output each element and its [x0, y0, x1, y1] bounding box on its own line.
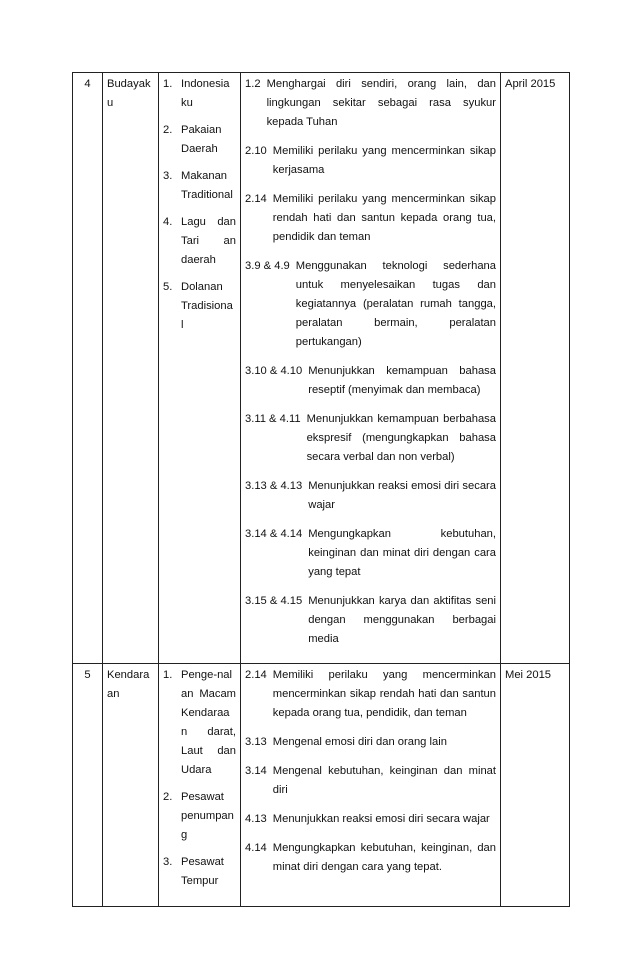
subtheme-number: 2. — [163, 124, 173, 136]
competency-list — [245, 75, 496, 649]
competency-line — [245, 592, 496, 649]
competency-item — [245, 666, 496, 723]
competency-item — [245, 75, 496, 132]
subtheme-cell — [159, 664, 241, 907]
competency-text: Menunjukkan kemampuan bahasa reseptif (menyimak dan membaca) — [308, 365, 496, 396]
curriculum-table — [72, 72, 570, 907]
subtheme-item — [163, 666, 236, 780]
competency-line — [245, 525, 496, 582]
competency-item — [245, 733, 496, 752]
table-row — [73, 73, 570, 664]
subtheme-text: Indonesia ku — [181, 78, 230, 109]
competency-code: 3.14 & 4.14 — [245, 528, 303, 540]
competency-text: Menunjukkan karya dan aktifitas seni dengan menggunakan berbagai media — [308, 595, 496, 645]
subtheme-number: 1. — [163, 669, 173, 681]
competency-item — [245, 257, 496, 352]
competency-line — [245, 190, 496, 247]
competency-text: Menunjukkan reaksi emosi diri secara wajar — [272, 813, 490, 825]
competency-code: 3.14 — [245, 765, 267, 777]
time-cell: Mei 2015 — [501, 664, 570, 907]
table-row — [73, 664, 570, 907]
competency-item — [245, 190, 496, 247]
competency-item — [245, 362, 496, 400]
competency-item — [245, 762, 496, 800]
competency-text: Mengenal emosi diri dan orang lain — [272, 736, 447, 748]
competency-text: Menunjukkan kemampuan berbahasa ekspresif (mengungkapkan bahasa secara verbal dan non verbal) — [306, 413, 496, 463]
subtheme-text: Pesawat penumpan g — [181, 791, 234, 841]
competency-line — [245, 362, 496, 400]
subtheme-item — [163, 213, 236, 270]
competency-line — [245, 762, 496, 800]
competency-text: Mengenal kebutuhan, keinginan dan minat diri — [272, 765, 496, 796]
subtheme-number: 2. — [163, 791, 173, 803]
subtheme-text: Pesawat Tempur — [181, 856, 224, 887]
competency-text: Menggunakan teknologi sederhana untuk menyelesaikan tugas dan kegiatannya (peralatan rumah tangga, peralatan bermain, peralatan pertukangan) — [295, 260, 496, 348]
time-cell: April 2015 — [501, 73, 570, 664]
subtheme-list — [163, 75, 236, 335]
competency-line — [245, 477, 496, 515]
subtheme-item — [163, 75, 236, 113]
competency-code: 3.10 & 4.10 — [245, 365, 303, 377]
competency-text: Mengungkapkan kebutuhan, keinginan dan minat diri dengan cara yang tepat — [308, 528, 496, 578]
competency-cell — [241, 73, 501, 664]
competency-item — [245, 810, 496, 829]
competency-code: 2.14 — [245, 193, 267, 205]
subtheme-number: 5. — [163, 281, 173, 293]
subtheme-text: Makanan Traditional — [181, 170, 233, 201]
subtheme-item — [163, 121, 236, 159]
subtheme-text: Lagu dan Tari an daerah — [181, 216, 236, 266]
subtheme-text: Pakaian Daerah — [181, 124, 222, 155]
subtheme-number: 3. — [163, 170, 173, 182]
theme-cell: Kendara an — [103, 664, 159, 907]
competency-line — [245, 733, 496, 752]
theme-cell: Budayak u — [103, 73, 159, 664]
competency-item — [245, 142, 496, 180]
subtheme-item — [163, 853, 236, 891]
competency-code: 1.2 — [245, 78, 261, 90]
competency-line — [245, 839, 496, 877]
competency-cell — [241, 664, 501, 907]
subtheme-item — [163, 167, 236, 205]
competency-text: Mengungkapkan kebutuhan, keinginan, dan minat diri dengan cara yang tepat. — [272, 842, 496, 873]
competency-text: Memiliki perilaku yang mencerminkan sikap rendah hati dan santun kepada orang tua, pendidik dan teman — [272, 193, 496, 243]
competency-item — [245, 410, 496, 467]
row-number: 4 — [73, 73, 103, 664]
subtheme-number: 3. — [163, 856, 173, 868]
competency-code: 4.13 — [245, 813, 267, 825]
subtheme-text: Penge-nal an Macam Kendaraa n darat, Laut dan Udara — [181, 669, 236, 776]
competency-line — [245, 810, 496, 829]
competency-line — [245, 666, 496, 723]
subtheme-number: 4. — [163, 216, 173, 228]
competency-text: Menghargai diri sendiri, orang lain, dan lingkungan sekitar sebagai rasa syukur kepada Tuhan — [266, 78, 496, 128]
competency-item — [245, 839, 496, 877]
row-number: 5 — [73, 664, 103, 907]
competency-line — [245, 410, 496, 467]
competency-code: 3.13 — [245, 736, 267, 748]
competency-list — [245, 666, 496, 877]
competency-line — [245, 257, 496, 352]
competency-item — [245, 477, 496, 515]
subtheme-cell — [159, 73, 241, 664]
competency-text: Memiliki perilaku yang mencerminkan mencerminkan sikap rendah hati dan santun kepada orang tua, pendidik, dan teman — [272, 669, 496, 719]
subtheme-number: 1. — [163, 78, 173, 90]
competency-code: 3.11 & 4.11 — [245, 413, 301, 425]
subtheme-item — [163, 278, 236, 335]
subtheme-item — [163, 788, 236, 845]
competency-line — [245, 75, 496, 132]
competency-line — [245, 142, 496, 180]
competency-item — [245, 592, 496, 649]
competency-code: 3.9 & 4.9 — [245, 260, 290, 272]
competency-code: 3.15 & 4.15 — [245, 595, 303, 607]
competency-code: 4.14 — [245, 842, 267, 854]
competency-code: 2.14 — [245, 669, 267, 681]
competency-code: 3.13 & 4.13 — [245, 480, 303, 492]
subtheme-list — [163, 666, 236, 891]
competency-code: 2.10 — [245, 145, 267, 157]
subtheme-text: Dolanan Tradisiona l — [181, 281, 233, 331]
competency-text: Menunjukkan reaksi emosi diri secara wajar — [308, 480, 496, 511]
competency-item — [245, 525, 496, 582]
competency-text: Memiliki perilaku yang mencerminkan sikap kerjasama — [272, 145, 496, 176]
